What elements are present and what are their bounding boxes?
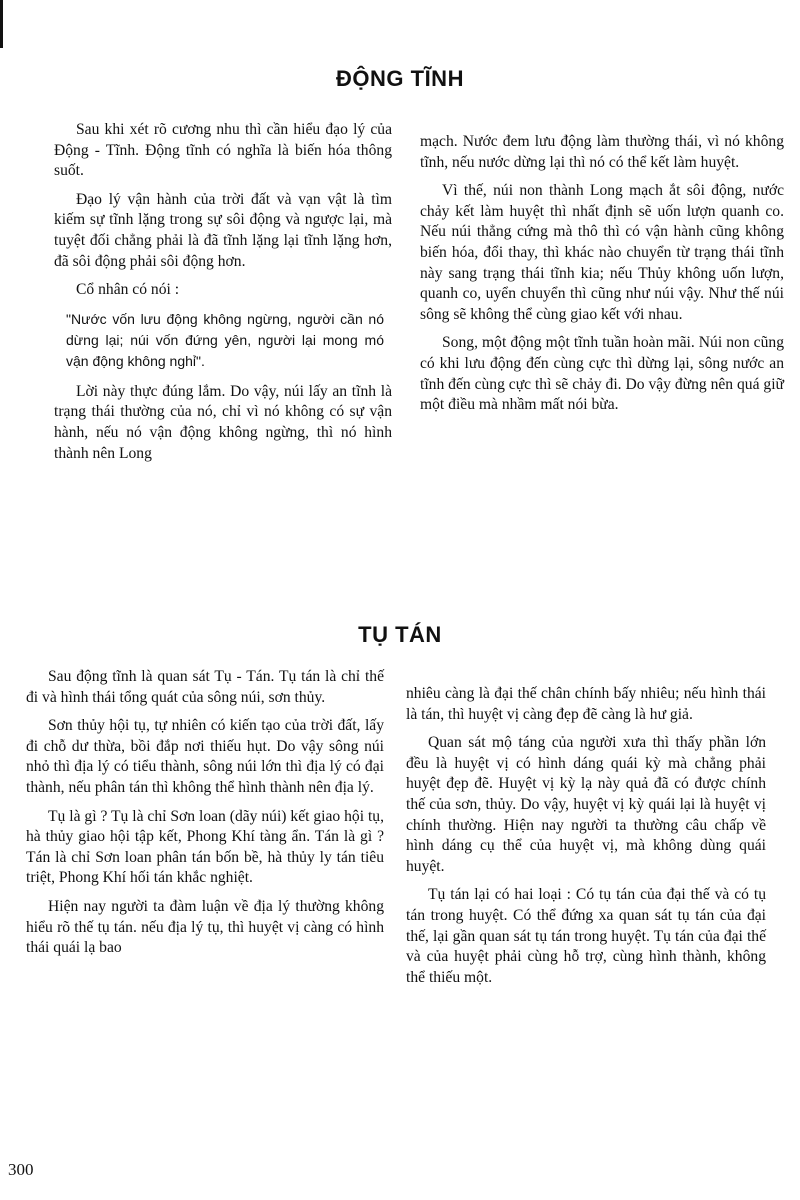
paragraph: Vì thế, núi non thành Long mạch ắt sôi động, nước chảy kết làm huyệt thì nhất định sẽ uốn lượn quanh co. Nếu núi thẳng cứng mà thô thì có vận hành cũng không biến hóa, đổi thay, thì khác nào chuyển từ trạng thái tĩnh này sang trạng thái tĩnh kia; nếu Thủy không uốn lượn, quanh co, uyển chuyển thì cũng như núi vậy. Như thế núi sông sẽ không thể cùng giao kết với nhau. <box>420 182 784 323</box>
page-number: 300 <box>8 1160 34 1179</box>
paragraph: Đạo lý vận hành của trời đất và vạn vật là tìm kiếm sự tĩnh lặng trong sự sôi động và ngược lại, mà tuyệt đối chẳng phải là đã tĩnh lặng lại tĩnh lặng hơn, đã sôi động phải sôi động hơn. <box>54 190 392 270</box>
paragraph: Hiện nay người ta đàm luận về địa lý thường không hiểu rõ thế tụ tán. nếu địa lý tụ, thì huyệt vị càng có hình thái quái lạ bao <box>26 897 384 957</box>
paragraph: Quan sát mộ táng của người xưa thì thấy phần lớn đều là huyệt vị có hình dáng quái kỳ mà chẳng phải huyệt đẹp đẽ. Huyệt vị kỳ lạ này quả đã có được chính thế của sơn, thủy. Do vậy, huyệt vị kỳ quái lại là huyệt vị chính thường. Hiện nay người ta thường câu chấp về hình dáng cụ thể của huyệt vị, mà không dùng quái huyệt. <box>406 734 766 875</box>
dong-tinh-right-column <box>420 132 784 424</box>
quote-block: "Nước vốn lưu động không ngừng, người cần nó dừng lại; núi vốn đứng yên, người lại mong mó vận động không nghỉ". <box>66 310 384 369</box>
paragraph: Sơn thủy hội tụ, tự nhiên có kiến tạo của trời đất, lấy đi chỗ dư thừa, bồi đắp nơi thiếu hụt. Do vậy sông núi nhỏ thì địa lý có tiểu thành, sông núi lớn thì địa lý có đại thành, nếu phân tán thì không thể hình thành nên địa lý. <box>26 717 384 796</box>
page-edge-line <box>0 0 3 48</box>
tu-tan-right-column <box>406 684 766 996</box>
section-title-tu-tan: TỤ TÁN <box>358 622 442 647</box>
section-title-dong-tinh: ĐỘNG TĨNH <box>336 66 464 91</box>
tu-tan-left-column <box>26 667 384 967</box>
paragraph: Sau động tĩnh là quan sát Tụ - Tán. Tụ tán là chỉ thế đi và hình thái tổng quát của sông núi, sơn thủy. <box>26 668 384 706</box>
paragraph: Sau khi xét rõ cương nhu thì cần hiểu đạo lý của Động - Tĩnh. Động tĩnh có nghĩa là biến hóa thông suốt. <box>54 121 392 180</box>
paragraph: Tụ tán lại có hai loại : Có tụ tán của đại thế và có tụ tán trong huyệt. Có thể đứng xa quan sát tụ tán của đại thế, lại gần quan sát tụ tán trong huyệt. Tụ tán của đại thế và của huyệt phải cùng hỗ trợ, cùng hình thành, không thể thiếu một. <box>406 886 766 986</box>
paragraph: mạch. Nước đem lưu động làm thường thái, vì nó không tĩnh, nếu nước dừng lại thì nó có thể kết làm huyệt. <box>420 133 784 171</box>
dong-tinh-left-column <box>54 120 392 472</box>
paragraph: Lời này thực đúng lắm. Do vậy, núi lấy an tĩnh là trạng thái thường của nó, chỉ vì nó không có sự vận hành, nếu nó vận động không ngừng, thì nó hình thành nên Long <box>54 382 392 462</box>
paragraph: nhiêu càng là đại thế chân chính bấy nhiêu; nếu hình thái là tán, thì huyệt vị càng đẹp đẽ càng là hư giả. <box>406 685 766 723</box>
paragraph: Tụ là gì ? Tụ là chỉ Sơn loan (dãy núi) kết giao hội tụ, hà thủy giao hội tập kết, Phong Khí tàng ẩn. Tán là gì ? Tán là chỉ Sơn loan phân tán bốn bề, hà thủy ly tán tiêu triệt, Phong Khí hối tán khắc nghiệt. <box>26 807 384 887</box>
paragraph: Song, một động một tĩnh tuần hoàn mãi. Núi non cũng có khi lưu động đến cùng cực thì dừng lại, sông nước an tĩnh đến cùng cực thì sẽ chảy đi. Do vậy đừng nên quá giữ một điều mà nhầm mất nói bừa. <box>420 334 785 414</box>
paragraph: Cổ nhân có nói : <box>76 281 180 299</box>
